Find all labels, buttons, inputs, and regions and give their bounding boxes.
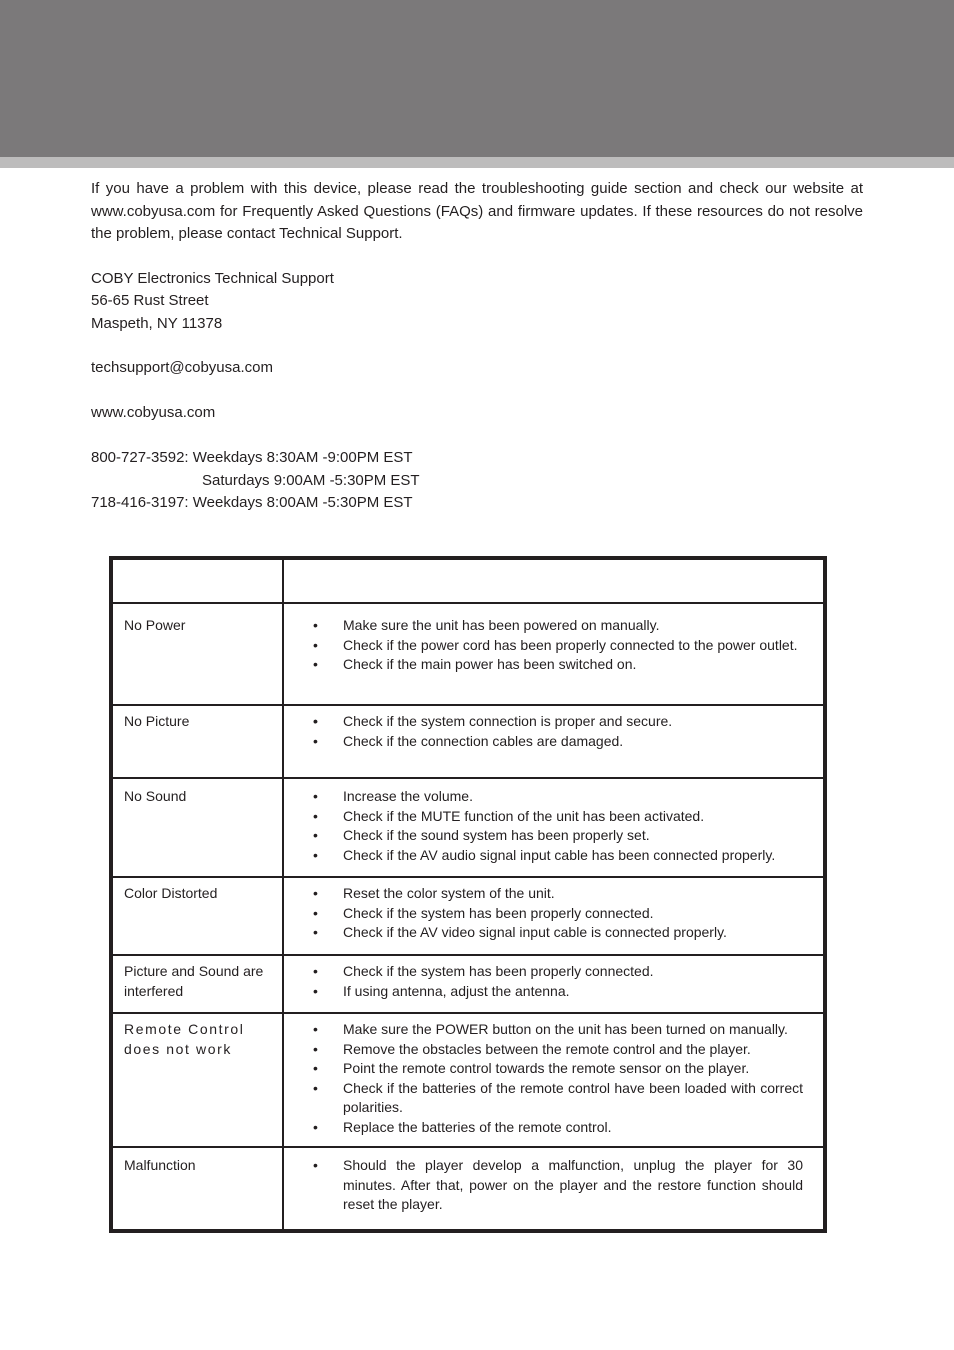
solution-item: • Check if the batteries of the remote control have been loaded with correct polarities.: [298, 1079, 803, 1118]
table-row: [113, 956, 823, 1014]
solution-item: • Check if the AV audio signal input cable has been connected properly.: [298, 846, 803, 866]
contact-phone-1: 800-727-3592: Weekdays 8:30AM -9:00PM EST: [91, 449, 413, 466]
solution-item: • Replace the batteries of the remote control.: [298, 1118, 803, 1138]
table-row: [113, 1148, 823, 1229]
solution-list: [298, 962, 803, 1001]
contact-phone-2: 718-416-3197: Weekdays 8:00AM -5:30PM EST: [91, 494, 413, 511]
solution-item: • Check if the system has been properly connected.: [298, 904, 803, 924]
troubleshooting-table: [109, 556, 827, 1233]
solution-item: • Check if the AV video signal input cable is connected properly.: [298, 923, 803, 943]
solution-item: • Should the player develop a malfunction, unplug the player for 30 minutes. After that, power on the player and the restore function should reset the player.: [298, 1156, 803, 1215]
solution-item: • Make sure the unit has been powered on manually.: [298, 616, 803, 636]
contact-phone-1-saturday: Saturdays 9:00AM -5:30PM EST: [202, 472, 420, 489]
solution-list: [298, 884, 803, 943]
solution-item: • Check if the power cord has been properly connected to the power outlet.: [298, 636, 803, 656]
solution-item: • Reset the color system of the unit.: [298, 884, 803, 904]
solution-list: [298, 787, 803, 865]
contact-email: techsupport@cobyusa.com: [91, 359, 273, 376]
solution-item: • Remove the obstacles between the remote control and the player.: [298, 1040, 803, 1060]
table-header-row: [113, 560, 823, 604]
table-row: [113, 779, 823, 878]
solution-item: • Check if the system connection is proper and secure.: [298, 712, 803, 732]
table-row: [113, 604, 823, 706]
problem-label: Color Distorted: [124, 885, 218, 901]
solution-item: • Make sure the POWER button on the unit has been turned on manually.: [298, 1020, 803, 1040]
intro-paragraph: If you have a problem with this device, please read the troubleshooting guide section and check our website at www.cobyusa.com for Frequently Asked Questions (FAQs) and firmware updates. If these resources do not resolve the problem, please contact Technical Support.: [91, 180, 863, 242]
contact-city: Maspeth, NY 11378: [91, 315, 223, 332]
contact-street: 56-65 Rust Street: [91, 292, 209, 309]
solution-item: • If using antenna, adjust the antenna.: [298, 982, 803, 1002]
problem-label: No Picture: [124, 713, 190, 729]
problem-label: No Power: [124, 617, 186, 633]
problem-label: Malfunction: [124, 1157, 196, 1173]
solution-item: • Check if the MUTE function of the unit has been activated.: [298, 807, 803, 827]
solution-list: [298, 616, 803, 675]
problem-label: No Sound: [124, 788, 187, 804]
solution-item: • Check if the connection cables are damaged.: [298, 732, 803, 752]
table-row: [113, 706, 823, 779]
table-row: [113, 878, 823, 956]
header-stripe: [0, 157, 954, 168]
contact-website: www.cobyusa.com: [91, 404, 216, 421]
solution-item: • Check if the main power has been switched on.: [298, 655, 803, 675]
problem-label: Remote Control does not work: [124, 1021, 245, 1057]
solution-item: • Check if the sound system has been properly set.: [298, 826, 803, 846]
solution-item: • Check if the system has been properly connected.: [298, 962, 803, 982]
solution-item: • Increase the volume.: [298, 787, 803, 807]
problem-label: Picture and Sound are interfered: [124, 963, 264, 999]
solution-list: [298, 1156, 803, 1215]
contact-company: COBY Electronics Technical Support: [91, 270, 334, 287]
header-band: [0, 0, 954, 157]
solution-list: [298, 1020, 803, 1137]
solution-item: • Point the remote control towards the remote sensor on the player.: [298, 1059, 803, 1079]
table-row: [113, 1014, 823, 1148]
solution-list: [298, 712, 803, 751]
